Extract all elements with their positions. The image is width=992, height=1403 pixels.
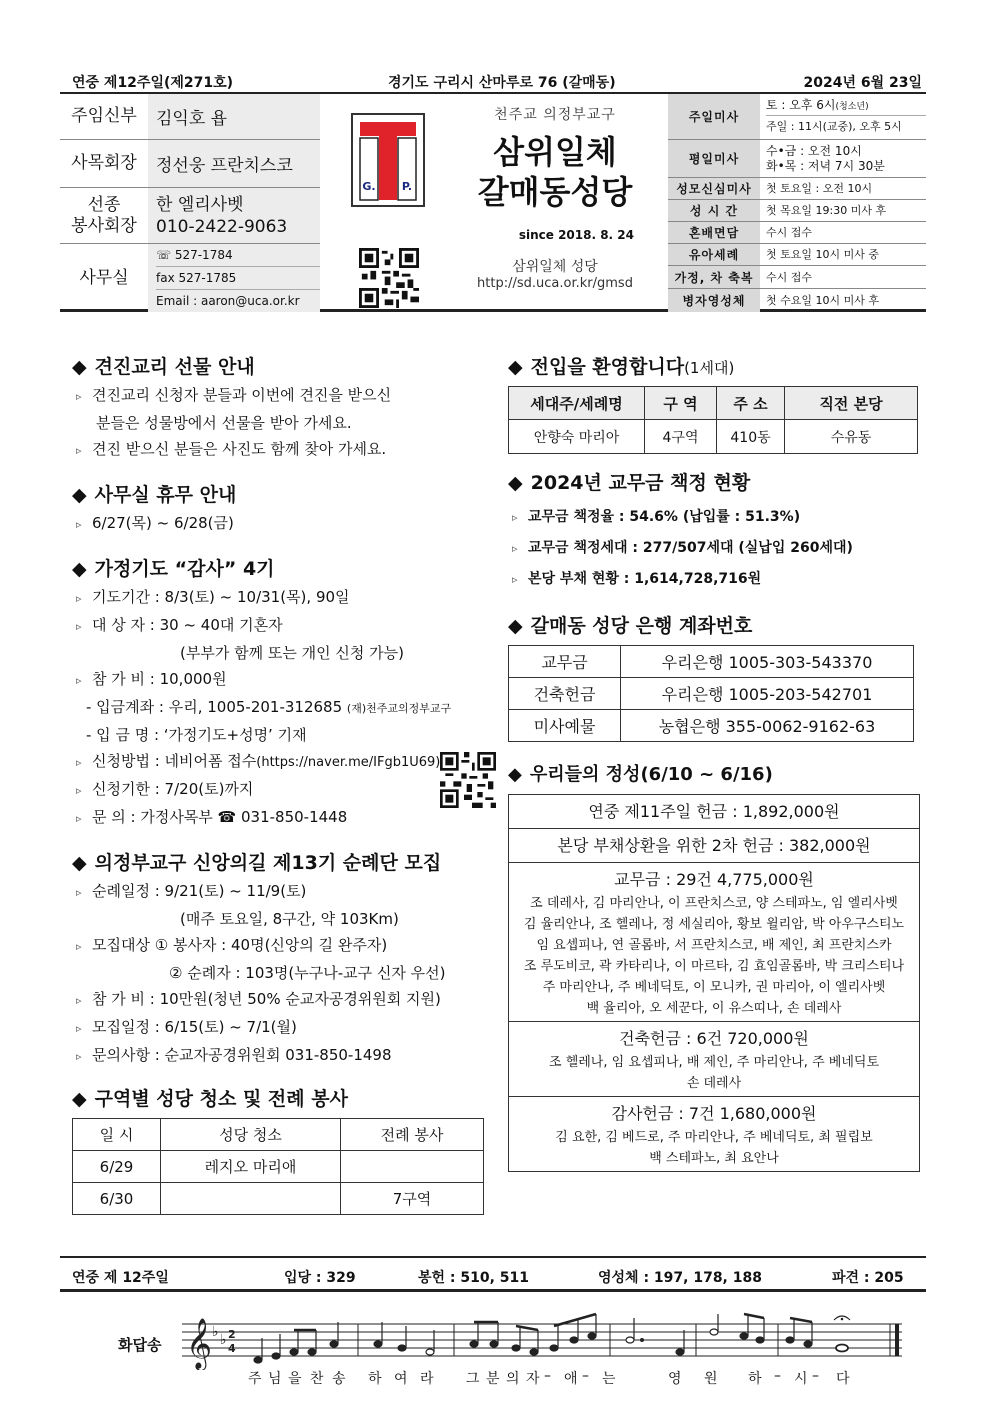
table-header: 성당 청소 bbox=[161, 1119, 341, 1151]
schedule-label: 유아세례 bbox=[668, 244, 760, 265]
weekday-mass-times bbox=[766, 140, 926, 177]
table-header: 직전 본당 bbox=[785, 387, 918, 420]
list-item: ▹ 기도기간 : 8/3(토) ~ 10/31(목), 90일 bbox=[76, 588, 350, 606]
left-column bbox=[72, 352, 497, 1215]
council-row bbox=[60, 140, 320, 188]
logo-letter-g: G. bbox=[362, 180, 376, 193]
thanks-offering-names: 김 요한, 김 베드로, 주 마리안나, 주 베네딕토, 최 필립보 백 스테파노, 최 요안나 bbox=[555, 1130, 873, 1166]
pastor-name: 김익호 욥 bbox=[148, 94, 320, 139]
list-item: ▹ 순례일정 : 9/21(토) ~ 11/9(토) bbox=[76, 882, 307, 900]
table-row bbox=[509, 646, 914, 678]
issue-number: 연중 제12주일(제271호) bbox=[72, 75, 234, 91]
table-cell: 6/29 bbox=[73, 1151, 161, 1183]
church-address: 경기도 구리시 산마루로 76 (갈매동) bbox=[388, 75, 616, 91]
list-item: ▹ 참 가 비 : 10만원(청년 50% 순교자공경위원회 지원) bbox=[76, 990, 441, 1008]
schedule-label: 혼배면담 bbox=[668, 222, 760, 243]
serving-row bbox=[60, 188, 320, 244]
sunday-mass: 주일 : 11시(교중), 오후 5시 bbox=[766, 120, 902, 133]
table-cell: 교무금 bbox=[509, 646, 621, 678]
masthead-line bbox=[60, 70, 926, 94]
qr-code-icon[interactable] bbox=[358, 248, 420, 308]
list-item: ▹ 본당 부채 현황 : 1,614,728,716원 bbox=[512, 571, 762, 587]
list-item: ▹ 모집일정 : 6/15(토) ~ 7/1(월) bbox=[76, 1018, 297, 1036]
responsorial-psalm: 화답송 𝄞 ♭ ♭ 2 4 주 님 을 찬 송 하 여 라 그 분 의 자 – 애 – 는 영 원 하 – 시 – 다 bbox=[118, 1304, 918, 1392]
schedule-label: 성 시 간 bbox=[668, 200, 760, 221]
schedule-row bbox=[668, 289, 926, 312]
dues-total: 교무금 : 29건 4,775,000원 bbox=[614, 870, 814, 889]
schedule-row bbox=[668, 266, 926, 289]
office-contacts bbox=[148, 244, 320, 312]
sunday-offering: 연중 제11주일 헌금 : 1,892,000원 bbox=[509, 795, 919, 829]
table-row bbox=[73, 1151, 484, 1183]
new-families-table bbox=[508, 386, 918, 454]
schedule-value: 첫 수요일 10시 미사 후 bbox=[766, 294, 879, 307]
list-item: ▹ 문의사항 : 순교자공경위원회 031-850-1498 bbox=[76, 1046, 392, 1064]
schedule-label: 가정, 차 축복 bbox=[668, 266, 760, 288]
weekday-mass-1: 수•금 : 오전 10시 bbox=[766, 143, 862, 158]
svg-text:♭: ♭ bbox=[220, 1332, 227, 1348]
list-item: (부부가 함께 또는 개인 신청 가능) bbox=[180, 644, 404, 662]
parish-logo-icon bbox=[350, 112, 426, 208]
serving-value bbox=[148, 188, 320, 243]
pastor-label: 주임신부 bbox=[71, 106, 137, 126]
logo-letter-p: P. bbox=[401, 180, 413, 193]
table-cell bbox=[341, 1151, 484, 1183]
table-cell: 농협은행 355-0062-9162-63 bbox=[621, 710, 914, 742]
office-email: Email : aaron@uca.or.kr bbox=[156, 294, 300, 308]
list-item: ▹ 견진교리 신청자 분들과 이번에 견진을 받으신 bbox=[76, 386, 392, 404]
table-cell: 수유동 bbox=[785, 420, 918, 454]
schedule-value: 첫 목요일 19:30 미사 후 bbox=[766, 204, 887, 217]
weekday-mass-label: 평일미사 bbox=[668, 140, 760, 177]
list-item: - 입 금 명 : ‘가정기도+성명’ 기재 bbox=[86, 726, 307, 744]
table-cell: 레지오 마리애 bbox=[161, 1151, 341, 1183]
table-header: 전례 봉사 bbox=[341, 1119, 484, 1151]
dismissal-hymn: 파견 : 205 bbox=[832, 1270, 904, 1286]
table-row bbox=[509, 678, 914, 710]
building-fund-total: 건축헌금 : 6건 720,000원 bbox=[619, 1029, 809, 1048]
psalm-label: 화답송 bbox=[118, 1336, 162, 1354]
sunday-mass-times bbox=[766, 94, 926, 139]
office-tel: ☏ 527-1784 bbox=[156, 244, 320, 267]
building-fund-block bbox=[509, 1022, 919, 1097]
table-header: 일 시 bbox=[73, 1119, 161, 1151]
right-column bbox=[508, 352, 920, 1172]
website-link[interactable]: http://sd.uca.or.kr/gmsd bbox=[477, 276, 633, 291]
office-label: 사무실 bbox=[79, 267, 129, 288]
family-prayer-details bbox=[72, 584, 497, 832]
table-cell: 410동 bbox=[717, 420, 785, 454]
table-cell: 6/30 bbox=[73, 1183, 161, 1215]
table-cell: 우리은행 1005-303-543370 bbox=[621, 646, 914, 678]
hymn-bar bbox=[60, 1256, 926, 1292]
church-title-block bbox=[440, 94, 670, 291]
table-header: 세대주/세례명 bbox=[509, 387, 645, 420]
cleaning-schedule-table bbox=[72, 1118, 484, 1215]
section-title: ◆ 우리들의 정성(6/10 ~ 6/16) bbox=[508, 764, 773, 785]
diocese-name: 천주교 의정부교구 bbox=[494, 107, 616, 123]
list-item: ▹ 신청방법 : 네비어폼 접수(https://naver.me/IFgb1U69) bbox=[76, 752, 441, 770]
table-cell bbox=[161, 1183, 341, 1215]
serving-label bbox=[60, 188, 148, 243]
section-title: ◆ 견진교리 선물 안내 bbox=[72, 356, 255, 378]
weekday-mass-row bbox=[668, 140, 926, 178]
table-cell: 미사예물 bbox=[509, 710, 621, 742]
office-row bbox=[60, 244, 320, 312]
council-name: 정선웅 프란치스코 bbox=[148, 140, 320, 187]
schedule-value: 첫 토요일 : 오전 10시 bbox=[766, 182, 873, 195]
svg-text:𝄞: 𝄞 bbox=[186, 1318, 213, 1369]
schedule-label: 병자영성체 bbox=[668, 289, 760, 312]
section-title: ◆ 가정기도 “감사” 4기 bbox=[72, 558, 275, 580]
table-cell: 우리은행 1005-203-542701 bbox=[621, 678, 914, 710]
section-title: ◆ 사무실 휴무 안내 bbox=[72, 484, 237, 506]
list-item: ② 순례자 : 103명(누구나-교구 신자 우선) bbox=[169, 964, 446, 982]
schedule-value: 수시 접수 bbox=[766, 226, 813, 239]
section-title: ◆ 전입을 환영합니다(1세대) bbox=[508, 356, 735, 378]
svg-text:4: 4 bbox=[228, 1342, 236, 1355]
list-item: ▹ 문 의 : 가정사목부 ☎ 031-850-1448 bbox=[76, 808, 348, 826]
table-cell: 4구역 bbox=[645, 420, 717, 454]
building-fund-names: 조 헬레나, 임 요셉피나, 배 제인, 주 마리안나, 주 베네딕토 손 데레사 bbox=[549, 1055, 879, 1091]
communion-hymn: 영성체 : 197, 178, 188 bbox=[598, 1270, 762, 1286]
weekday-mass-2: 화•목 : 저녁 7시 30분 bbox=[766, 158, 885, 173]
pastor-row bbox=[60, 94, 320, 140]
liturgical-week: 연중 제 12주일 bbox=[72, 1270, 169, 1286]
svg-text:2: 2 bbox=[228, 1328, 236, 1341]
table-header: 구 역 bbox=[645, 387, 717, 420]
thanks-offering-total: 감사헌금 : 7건 1,680,000원 bbox=[611, 1104, 817, 1123]
qr-code-icon[interactable] bbox=[440, 752, 496, 808]
church-title-2: 갈매동성당 bbox=[477, 173, 633, 211]
founded-date: since 2018. 8. 24 bbox=[518, 228, 634, 242]
list-item: ▹ 대 상 자 : 30 ~ 40대 기혼자 bbox=[76, 616, 283, 634]
thanks-offering-block bbox=[509, 1097, 919, 1171]
section-title: ◆ 2024년 교무금 책정 현황 bbox=[508, 472, 751, 494]
bulletin-header bbox=[60, 94, 926, 312]
list-item: ▹ 6/27(목) ~ 6/28(금) bbox=[76, 514, 234, 532]
site-name: 삼위일체 성당 bbox=[512, 259, 598, 275]
schedule-value: 수시 접수 bbox=[766, 270, 813, 284]
section-title: ◆ 구역별 성당 청소 및 전례 봉사 bbox=[72, 1088, 348, 1110]
offerings-box bbox=[508, 794, 920, 1172]
schedule-row bbox=[668, 178, 926, 200]
dues-names: 조 데레사, 김 마리안나, 이 프란치스코, 양 스테파노, 임 엘리사벳 김 율리안나, 조 헬레나, 정 세실리아, 황보 윌리암, 박 아우구스티노 임 요셉피나, 연 골롬바, 서 프란치스코, 배 제인, 최 프란치스카 조 루도비코, 곽 카타리나, 이 마르타, 김 효임골롬바, 박 크리스티나 주 마리안나, 주 베네딕토, 이 모니카, 권 마리아, 이 엘리사벳 백 율리아, 오 세꾼다, 이 유스띠나, 손 데레사 bbox=[523, 896, 905, 1016]
svg-text:♭: ♭ bbox=[212, 1324, 219, 1340]
schedule-row bbox=[668, 222, 926, 244]
table-cell: 7구역 bbox=[341, 1183, 484, 1215]
dues-block bbox=[509, 863, 919, 1022]
serving-phone: 010-2422-9063 bbox=[156, 216, 288, 237]
list-item: - 입금계좌 : 우리, 1005-201-312685 (재)천주교의정부교구 bbox=[86, 698, 452, 716]
bank-accounts-table bbox=[508, 645, 914, 742]
list-item: ▹ 교무금 책정세대 : 277/507세대 (실납입 260세대) bbox=[512, 540, 853, 556]
list-item: ▹ 참 가 비 : 10,000원 bbox=[76, 670, 227, 688]
list-item: ▹ 신청기한 : 7/20(토)까지 bbox=[76, 780, 254, 798]
music-staff-icon bbox=[182, 1312, 906, 1370]
schedule-value: 첫 토요일 10시 미사 중 bbox=[766, 248, 879, 261]
table-row bbox=[509, 420, 918, 454]
schedule-label: 성모신심미사 bbox=[668, 178, 760, 199]
list-item: ▹ 견진 받으신 분들은 사진도 함께 찾아 가세요. bbox=[76, 440, 387, 458]
table-header: 주 소 bbox=[717, 387, 785, 420]
list-item: ▹ 모집대상 ① 봉사자 : 40명(신앙의 길 완주자) bbox=[76, 936, 388, 954]
table-row bbox=[73, 1183, 484, 1215]
schedule-row bbox=[668, 244, 926, 266]
saturday-mass: 토 : 오후 6시(청소년) bbox=[766, 94, 926, 116]
sunday-mass-row bbox=[668, 94, 926, 140]
schedule-row bbox=[668, 200, 926, 222]
list-item: (매주 토요일, 8구간, 약 103Km) bbox=[180, 910, 399, 928]
section-title: ◆ 의정부교구 신앙의길 제13기 순례단 모집 bbox=[72, 852, 442, 874]
serving-label-1: 선종 bbox=[87, 194, 121, 215]
list-item: 분들은 성물방에서 선물을 받아 가세요. bbox=[96, 414, 352, 432]
entrance-hymn: 입당 : 329 bbox=[284, 1270, 356, 1286]
second-collection: 본당 부채상환을 위한 2차 헌금 : 382,000원 bbox=[509, 829, 919, 863]
table-cell: 건축헌금 bbox=[509, 678, 621, 710]
list-item: ▹ 교무금 책정율 : 54.6% (납입률 : 51.3%) bbox=[512, 509, 801, 525]
table-cell: 안향숙 마리아 bbox=[509, 420, 645, 454]
council-label: 사목회장 bbox=[71, 153, 137, 173]
section-title: ◆ 갈매동 성당 은행 계좌번호 bbox=[508, 615, 753, 637]
serving-label-2: 봉사회장 bbox=[71, 215, 137, 236]
table-row bbox=[509, 710, 914, 742]
offertory-hymn: 봉헌 : 510, 511 bbox=[418, 1270, 530, 1286]
serving-name: 한 엘리사벳 bbox=[156, 194, 244, 215]
church-title-1: 삼위일체 bbox=[493, 133, 617, 171]
sunday-mass-label: 주일미사 bbox=[668, 94, 760, 139]
office-fax: fax 527-1785 bbox=[156, 267, 320, 290]
issue-date: 2024년 6월 23일 bbox=[803, 75, 922, 91]
